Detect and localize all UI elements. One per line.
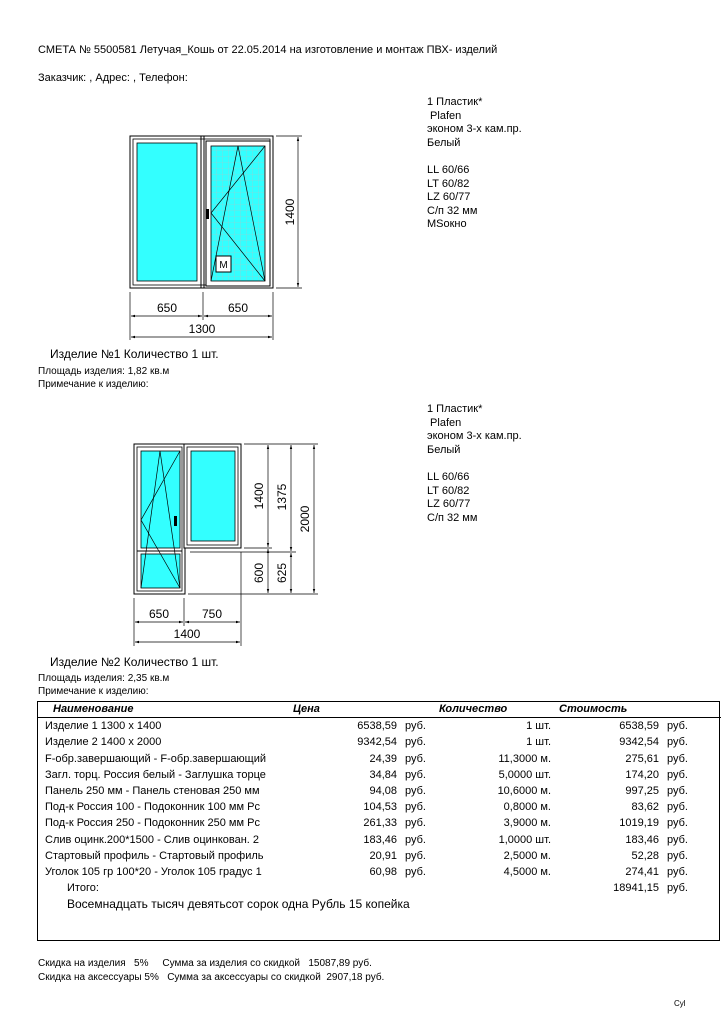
cell-price: 60,98 — [369, 865, 397, 878]
spec-line: 1 Пластик* — [427, 403, 483, 415]
total-label: Итого: — [67, 882, 99, 895]
cell-cost-currency: руб. — [667, 752, 688, 765]
spec-line: С/п 32 мм — [427, 511, 478, 524]
cell-qty: 0,8000 м. — [503, 801, 551, 814]
header-name: Наименование — [37, 701, 289, 718]
cell-cost: 183,46 — [625, 833, 659, 846]
dim-total-height: 2000 — [298, 505, 312, 533]
cell-name: F-обр.завершающий - F-обр.завершающий — [45, 752, 267, 765]
cell-cost: 174,20 — [625, 768, 659, 781]
header-qty: Количество — [435, 701, 555, 718]
table-row — [37, 734, 721, 750]
total-currency: руб. — [667, 882, 688, 895]
table-row — [37, 848, 721, 864]
spec-line: Белый — [427, 443, 461, 456]
cell-price: 24,39 — [369, 752, 397, 765]
cell-qty: 10,6000 м. — [497, 785, 551, 798]
product-2-area: Площадь изделия: 2,35 кв.м — [38, 673, 170, 684]
sash-mark-label: М — [219, 260, 228, 271]
total-in-words: Восемнадцать тысяч девятьсот сорок одна Рубль 15 копейка — [67, 897, 410, 912]
cell-cost-currency: руб. — [667, 849, 688, 862]
cell-qty: 1 шт. — [526, 720, 551, 733]
spec-line: Plafen — [427, 416, 462, 429]
cell-price-currency: руб. — [405, 752, 426, 765]
cell-name: Уголок 105 гр 100*20 - Уголок 105 градус 1 — [45, 865, 262, 878]
spec-line: Plafen — [427, 109, 462, 122]
cell-name: Стартовый профиль - Стартовый профиль — [45, 849, 264, 862]
cell-qty: 3,9000 м. — [503, 817, 551, 830]
spec-line: MSокно — [427, 218, 467, 231]
cell-cost-currency: руб. — [667, 865, 688, 878]
cell-cost: 1019,19 — [619, 817, 659, 830]
dim-left-width: 650 — [156, 301, 178, 315]
dim-lower-height: 600 — [252, 562, 266, 584]
spec-line: LT 60/82 — [427, 484, 470, 497]
cell-price-currency: руб. — [405, 736, 426, 749]
estimate-table — [37, 701, 721, 912]
discount-accessories: Скидка на аксессуары 5% Сумма за аксессуары со скидкой 2907,18 руб. — [38, 972, 385, 983]
spec-line: С/п 32 мм — [427, 204, 478, 217]
cell-qty: 11,3000 м. — [498, 752, 551, 765]
cell-cost: 83,62 — [631, 801, 659, 814]
dim-total-width: 1300 — [188, 322, 216, 336]
cell-cost: 275,61 — [625, 752, 659, 765]
spec-line: LZ 60/77 — [427, 498, 471, 511]
dim-left-width: 650 — [148, 607, 170, 621]
window-glass — [191, 451, 235, 541]
header-price: Цена — [289, 701, 401, 718]
table-row — [37, 767, 721, 783]
product-1-note: Примечание к изделию: — [38, 379, 149, 390]
spec-line: LL 60/66 — [427, 470, 470, 483]
cell-cost-currency: руб. — [667, 817, 688, 830]
cell-name: Слив оцинк.200*1500 - Слив оцинкован. 2 — [45, 833, 260, 846]
cell-qty: 1,0000 шт. — [498, 833, 551, 846]
cell-name: Под-к Россия 250 - Подоконник 250 мм Рс — [45, 817, 260, 830]
cell-cost: 997,25 — [625, 785, 659, 798]
cell-name: Изделие 1 1300 x 1400 — [45, 720, 162, 733]
cell-price-currency: руб. — [405, 817, 426, 830]
cell-price-currency: руб. — [405, 849, 426, 862]
table-row — [37, 783, 721, 799]
cell-name: Под-к Россия 100 - Подоконник 100 мм Рс — [45, 801, 260, 814]
door-upper-glass — [141, 451, 180, 548]
product-1-title: Изделие №1 Количество 1 шт. — [50, 347, 219, 361]
cell-price-currency: руб. — [405, 785, 426, 798]
dim-height: 1400 — [283, 198, 297, 226]
cell-price: 261,33 — [363, 817, 397, 830]
cell-price: 94,08 — [369, 785, 397, 798]
cell-cost: 9342,54 — [619, 736, 659, 749]
spec-line: эконом 3-х кам.пр. — [427, 123, 522, 136]
product-1-drawing — [130, 136, 302, 340]
spec-line: LT 60/82 — [427, 177, 470, 190]
table-row — [37, 815, 721, 831]
cell-price: 6538,59 — [357, 720, 397, 733]
table-row — [37, 718, 721, 735]
table-row — [37, 799, 721, 815]
door-lower-glass — [141, 554, 180, 588]
handle-icon — [206, 209, 209, 219]
door-handle-icon — [174, 516, 177, 526]
discount-products: Скидка на изделия 5% Сумма за изделия со скидкой 15087,89 руб. — [38, 958, 372, 969]
cell-price-currency: руб. — [405, 801, 426, 814]
spec-line: LZ 60/77 — [427, 191, 471, 204]
cell-qty: 5,0000 шт. — [498, 768, 551, 781]
product-2-note: Примечание к изделию: — [38, 686, 149, 697]
document-title: СМЕТА № 5500581 Летучая_Кошь от 22.05.2014 на изготовление и монтаж ПВХ- изделий — [38, 44, 498, 56]
cell-price: 20,91 — [369, 849, 397, 862]
dim-total-width: 1400 — [173, 627, 201, 641]
table-row — [37, 832, 721, 848]
table-header-row — [37, 701, 721, 718]
dim-door-lower: 625 — [275, 562, 289, 584]
cell-price-currency: руб. — [405, 833, 426, 846]
total-value: 18941,15 — [613, 882, 659, 895]
cell-cost: 6538,59 — [619, 720, 659, 733]
product-1-area: Площадь изделия: 1,82 кв.м — [38, 366, 170, 377]
table-row — [37, 864, 721, 880]
dim-right-width: 750 — [201, 607, 223, 621]
cell-cost-currency: руб. — [667, 833, 688, 846]
cell-qty: 2,5000 м. — [503, 849, 551, 862]
spec-line: LL 60/66 — [427, 163, 470, 176]
dim-door-upper: 1375 — [275, 483, 289, 511]
cell-cost-currency: руб. — [667, 785, 688, 798]
cell-price: 104,53 — [363, 801, 397, 814]
dim-right-width: 650 — [227, 301, 249, 315]
product-2-drawing — [134, 444, 318, 646]
cell-price-currency: руб. — [405, 865, 426, 878]
cell-cost-currency: руб. — [667, 736, 688, 749]
cell-cost-currency: руб. — [667, 768, 688, 781]
spec-line: 1 Пластик* — [427, 96, 483, 108]
spec-line: Белый — [427, 136, 461, 149]
footer-mark: Cyl — [674, 999, 686, 1008]
cell-name: Загл. торц. Россия белый - Заглушка торце — [45, 768, 266, 781]
product-2-title: Изделие №2 Количество 1 шт. — [50, 655, 219, 669]
fixed-glass — [137, 143, 197, 281]
cell-price-currency: руб. — [405, 768, 426, 781]
dim-window-height: 1400 — [252, 482, 266, 510]
customer-line: Заказчик: , Адрес: , Телефон: — [38, 72, 188, 84]
total-words-row — [37, 896, 721, 912]
table-row — [37, 751, 721, 767]
cell-price: 183,46 — [363, 833, 397, 846]
total-row — [37, 880, 721, 896]
cell-price-currency: руб. — [405, 720, 426, 733]
cell-qty: 1 шт. — [526, 736, 551, 749]
cell-price: 9342,54 — [357, 736, 397, 749]
cell-cost-currency: руб. — [667, 720, 688, 733]
cell-name: Изделие 2 1400 x 2000 — [45, 736, 162, 749]
cell-qty: 4,5000 м. — [503, 865, 551, 878]
cell-price: 34,84 — [369, 768, 397, 781]
spec-line: эконом 3-х кам.пр. — [427, 430, 522, 443]
cell-cost: 52,28 — [631, 849, 659, 862]
cell-name: Панель 250 мм - Панель стеновая 250 мм — [45, 785, 260, 798]
cell-cost-currency: руб. — [667, 801, 688, 814]
header-cost: Стоимость — [555, 701, 663, 718]
cell-cost: 274,41 — [625, 865, 659, 878]
